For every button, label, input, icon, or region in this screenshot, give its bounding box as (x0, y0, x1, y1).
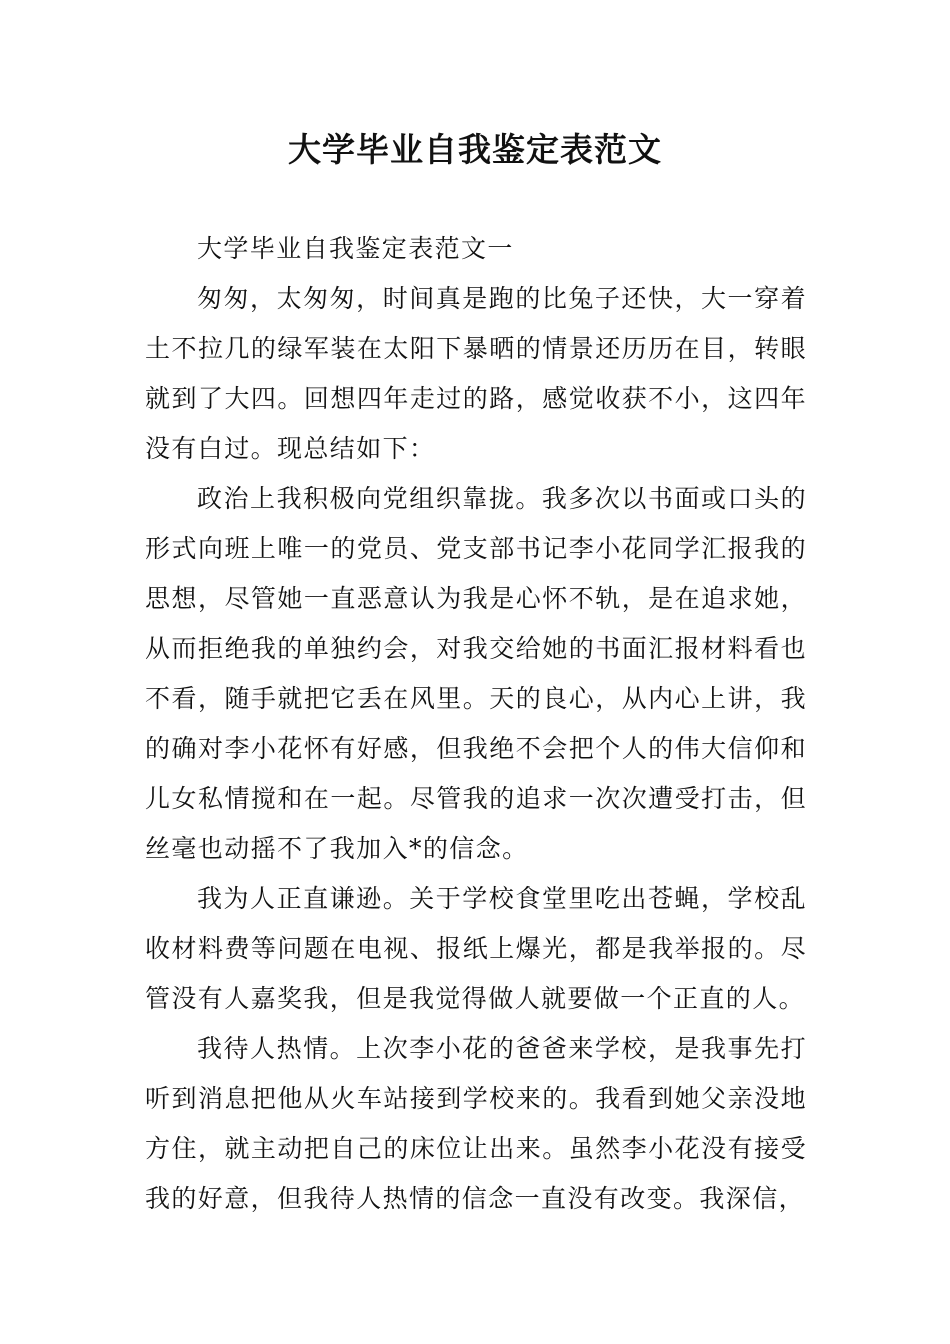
body-paragraph: 我为人正直谦逊。关于学校食堂里吃出苍蝇，学校乱收材料费等问题在电视、报纸上爆光，都是我举报的。尽管没有人嘉奖我，但是我觉得做人就要做一个正直的人。 (145, 884, 807, 1013)
body-paragraph: 政治上我积极向党组织靠拢。我多次以书面或口头的形式向班上唯一的党员、党支部书记李小花同学汇报我的思想，尽管她一直恶意认为我是心怀不轨，是在追求她，从而拒绝我的单独约会，对我交给她的书面汇报材料看也不看，随手就把它丢在风里。天的良心，从内心上讲，我的确对李小花怀有好感，但我绝不会把个人的伟大信仰和儿女私情搅和在一起。尽管我的追求一次次遭受打击，但丝毫也动摇不了我加入*的信念。 (145, 484, 807, 863)
body-paragraph: 匆匆，太匆匆，时间真是跑的比兔子还快，大一穿着土不拉几的绿军装在太阳下暴晒的情景还历历在目，转眼就到了大四。回想四年走过的路，感觉收获不小，这四年没有白过。现总结如下： (145, 284, 807, 463)
document-title: 大学毕业自我鉴定表范文 (288, 130, 662, 169)
body-paragraph: 大学毕业自我鉴定表范文一 (197, 234, 514, 263)
document-body (145, 224, 807, 1224)
body-paragraph: 我待人热情。上次李小花的爸爸来学校，是我事先打听到消息把他从火车站接到学校来的。我看到她父亲没地方住，就主动把自己的床位让出来。虽然李小花没有接受我的好意，但我待人热情的信念一直没有改变。我深信， (145, 1034, 807, 1213)
